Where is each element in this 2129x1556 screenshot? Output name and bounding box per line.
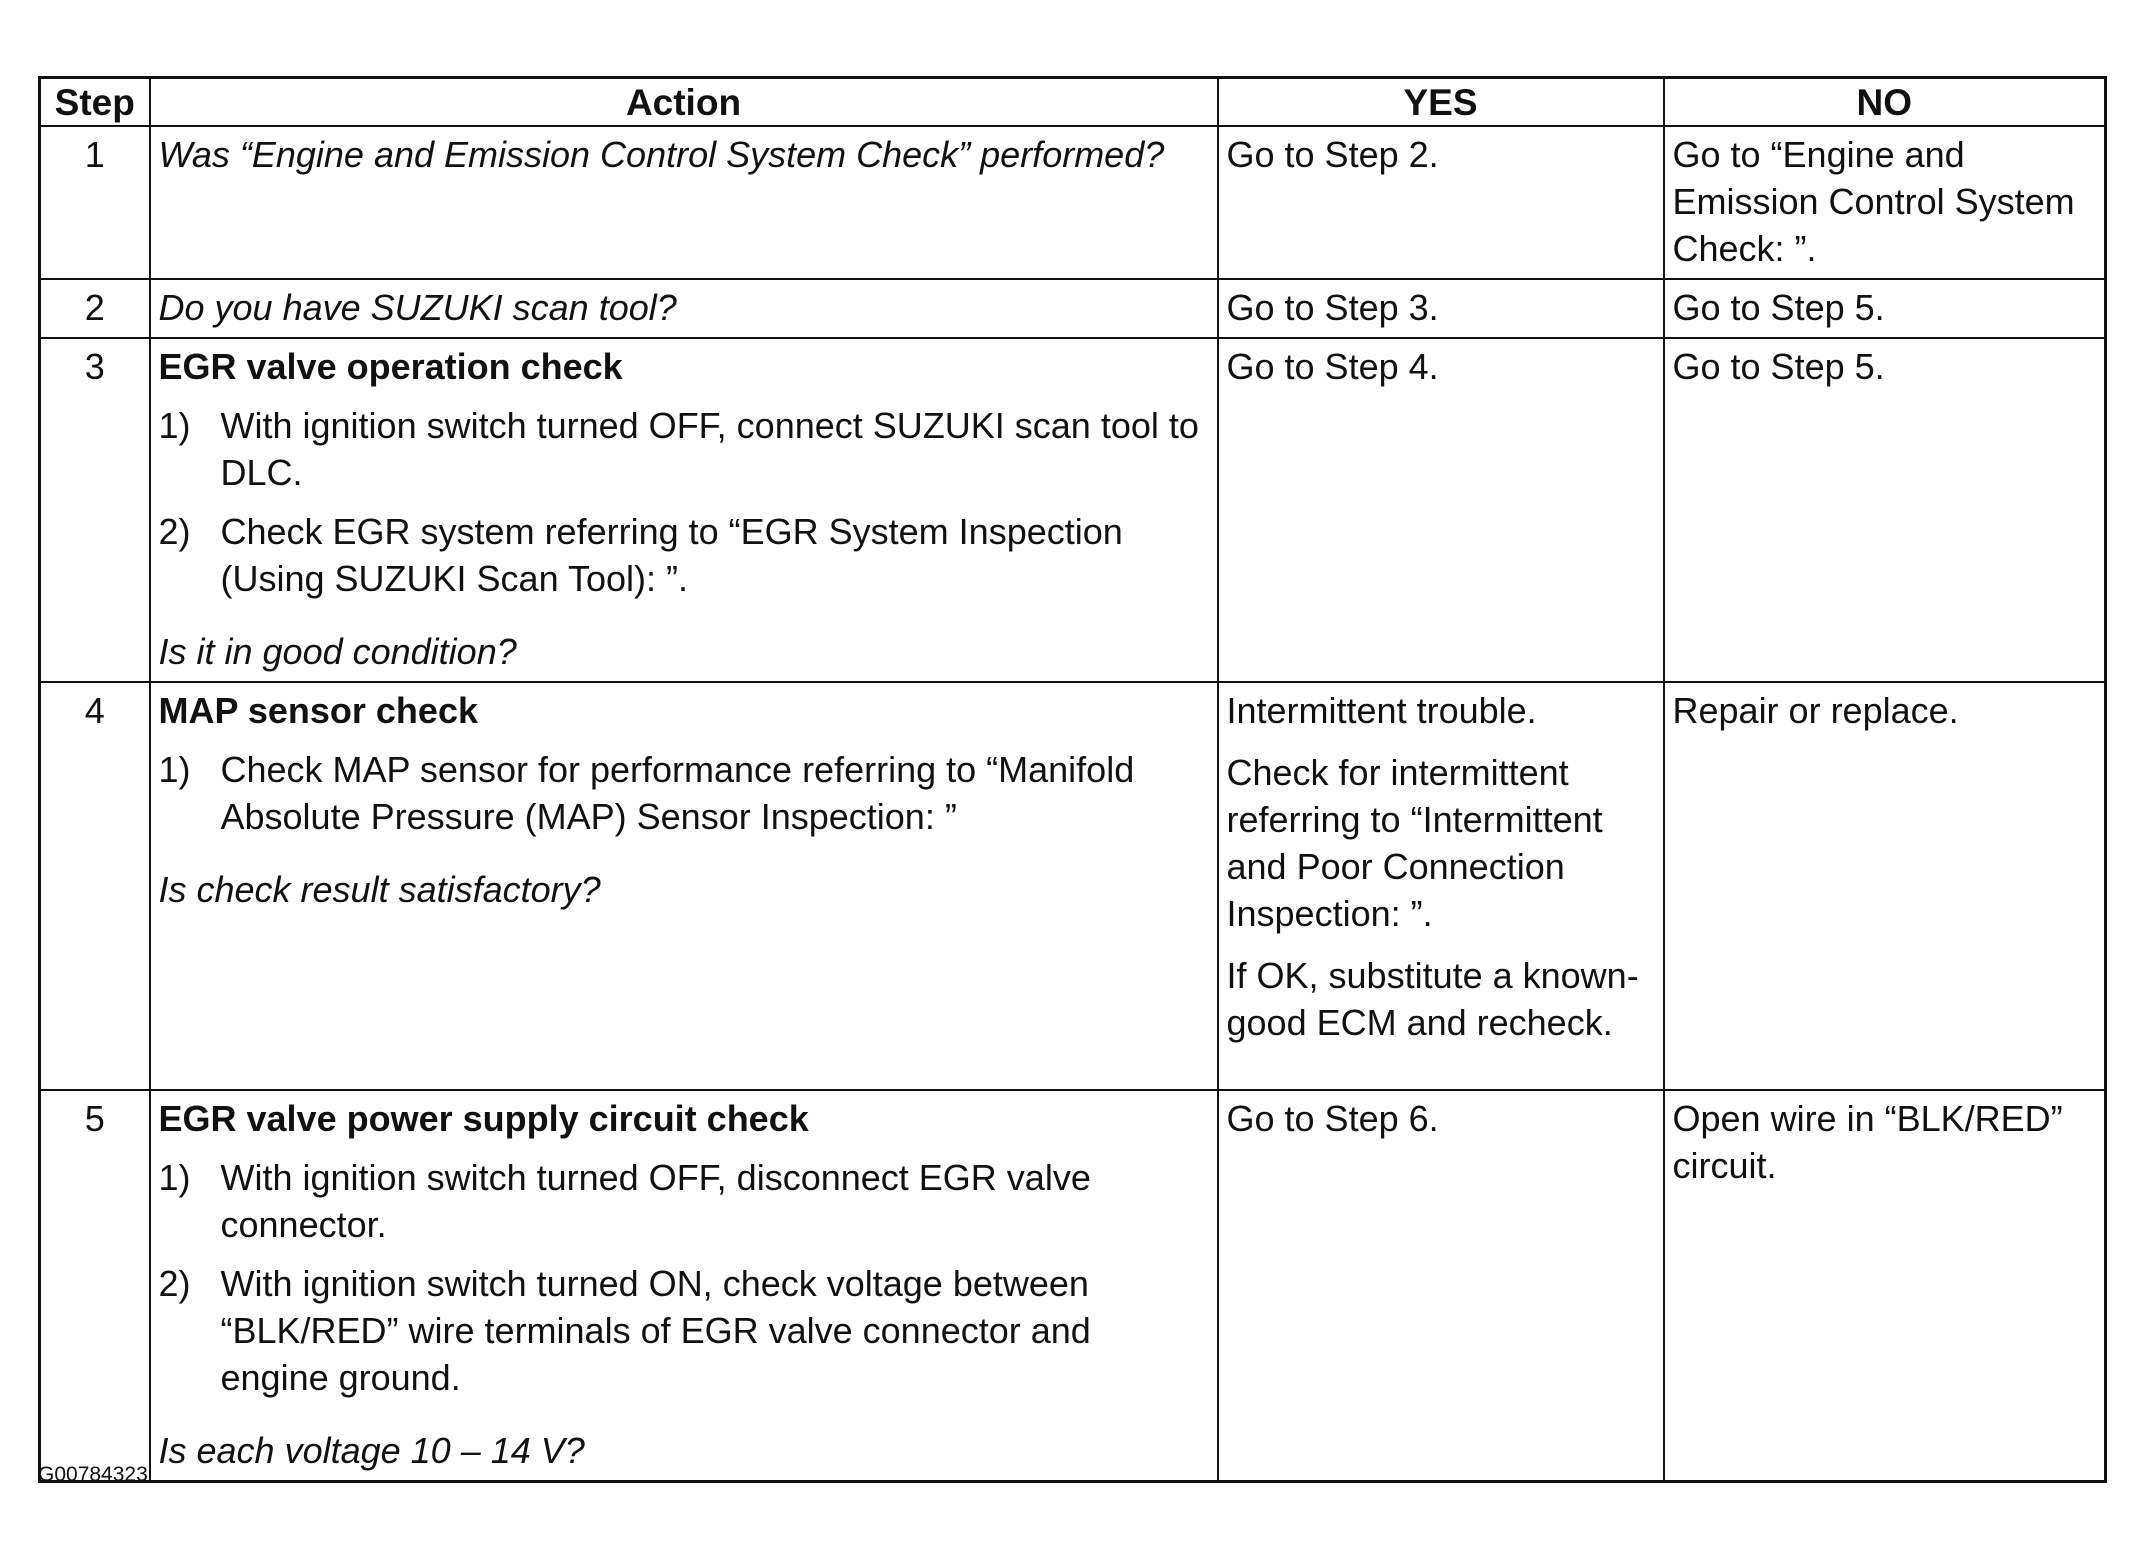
action-item [159, 1260, 1209, 1401]
action-item [159, 402, 1209, 496]
action-question: Was “Engine and Emission Control System Check” performed? [158, 134, 1165, 175]
table-row [40, 338, 2106, 682]
action-cell [150, 126, 1218, 279]
step-number: 1 [40, 126, 150, 279]
figure-id: G00784323 [38, 1463, 148, 1486]
action-heading: EGR valve power supply circuit check [158, 1098, 809, 1139]
action-cell [150, 1090, 1218, 1482]
table-row [40, 1090, 2106, 1482]
header-yes: YES [1218, 78, 1664, 127]
item-number: 2) [158, 1263, 191, 1304]
no-cell: Open wire in “BLK/RED” circuit. [1664, 1090, 2106, 1482]
action-item [159, 508, 1209, 602]
yes-cell [1218, 682, 1664, 1090]
action-question: Do you have SUZUKI scan tool? [158, 287, 677, 328]
step-number: 4 [40, 682, 150, 1090]
item-text: With ignition switch turned ON, check voltage between “BLK/RED” wire terminals of EGR valve connector and engine ground. [220, 1263, 1091, 1398]
item-number: 2) [158, 511, 191, 552]
step-number: 5 [40, 1090, 150, 1482]
table-row [40, 682, 2106, 1090]
item-number: 1) [158, 405, 191, 446]
no-cell: Go to Step 5. [1664, 279, 2106, 338]
yes-cell: Go to Step 3. [1218, 279, 1664, 338]
step-number: 2 [40, 279, 150, 338]
no-cell: Go to “Engine and Emission Control System Check: ”. [1664, 126, 2106, 279]
header-no: NO [1664, 78, 2106, 127]
no-cell: Go to Step 5. [1664, 338, 2106, 682]
action-cell [150, 279, 1218, 338]
yes-paragraph: If OK, substitute a known-good ECM and recheck. [1226, 955, 1639, 1043]
yes-cell: Go to Step 4. [1218, 338, 1664, 682]
item-text: With ignition switch turned OFF, disconnect EGR valve connector. [220, 1157, 1091, 1245]
no-cell: Repair or replace. [1664, 682, 2106, 1090]
item-text: With ignition switch turned OFF, connect SUZUKI scan tool to DLC. [220, 405, 1199, 493]
action-cell [150, 682, 1218, 1090]
action-question: Is each voltage 10 – 14 V? [158, 1430, 585, 1471]
header-action: Action [150, 78, 1218, 127]
step-number: 3 [40, 338, 150, 682]
table-row [40, 126, 2106, 279]
action-question: Is it in good condition? [158, 631, 517, 672]
yes-cell: Go to Step 6. [1218, 1090, 1664, 1482]
action-heading: EGR valve operation check [158, 346, 623, 387]
item-number: 1) [158, 1157, 191, 1198]
action-cell [150, 338, 1218, 682]
header-row [40, 78, 2106, 127]
yes-paragraph: Check for intermittent referring to “Intermittent and Poor Connection Inspection: ”. [1226, 752, 1603, 934]
item-number: 1) [158, 749, 191, 790]
item-text: Check EGR system referring to “EGR System Inspection (Using SUZUKI Scan Tool): ”. [220, 511, 1123, 599]
item-text: Check MAP sensor for performance referring to “Manifold Absolute Pressure (MAP) Sensor Inspection: ” [220, 749, 1135, 837]
action-item [159, 1154, 1209, 1248]
action-heading: MAP sensor check [158, 690, 478, 731]
diagnostic-table [38, 76, 2107, 1483]
yes-paragraph: Intermittent trouble. [1226, 690, 1537, 731]
header-step: Step [40, 78, 150, 127]
yes-cell: Go to Step 2. [1218, 126, 1664, 279]
table-row [40, 279, 2106, 338]
action-question: Is check result satisfactory? [158, 869, 601, 910]
action-item [159, 746, 1209, 840]
